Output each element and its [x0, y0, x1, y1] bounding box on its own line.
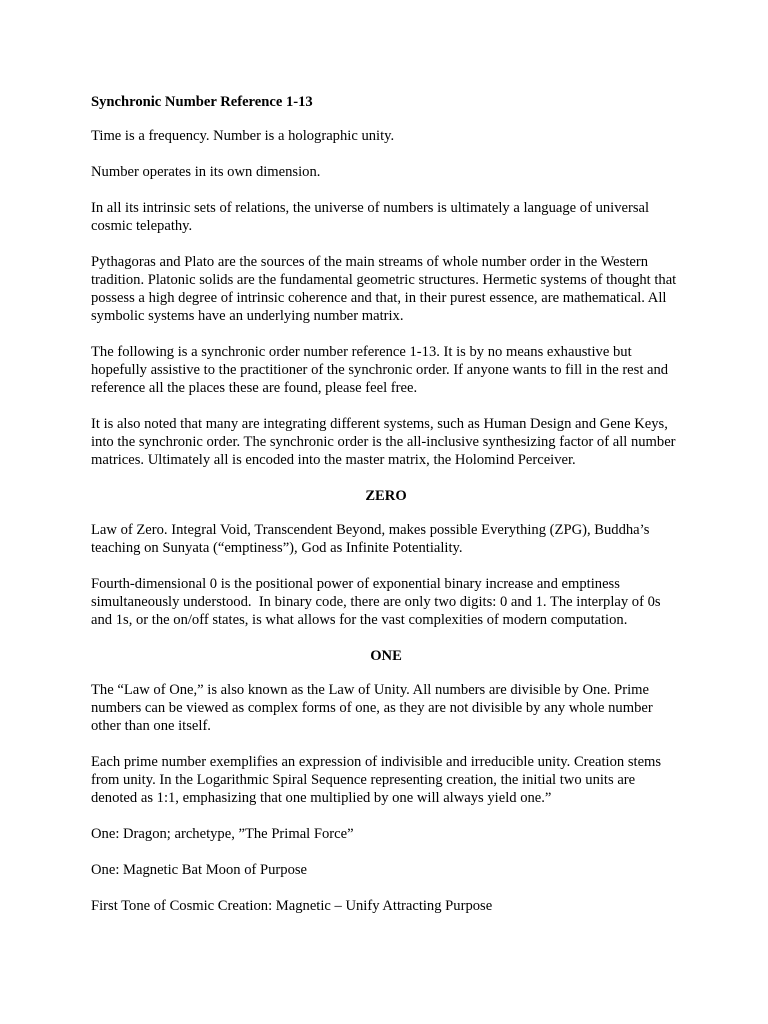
intro-paragraph-2: Number operates in its own dimension. [91, 164, 321, 180]
one-paragraph-4: One: Magnetic Bat Moon of Purpose [91, 862, 308, 878]
zero-paragraph-2: Fourth-dimensional 0 is the positional power of exponential binary increase and emptiness simultaneously understood. In binary code, there are only two digits: 0 and 1. The interplay of 0s and 1s, or the on/off states, is what allows for the vast complexities of modern computation. [91, 576, 665, 628]
section-heading-one: ONE [370, 648, 402, 664]
document-page [91, 93, 681, 933]
intro-paragraph-5: The following is a synchronic order number reference 1-13. It is by no means exhaustive but hopefully assistive to the practitioner of the synchronic order. If anyone wants to fill in the rest and reference all the places these are found, please feel free. [91, 344, 672, 396]
intro-paragraph-1: Time is a frequency. Number is a holographic unity. [91, 128, 395, 144]
one-paragraph-3: One: Dragon; archetype, ”The Primal Force” [91, 826, 354, 842]
one-paragraph-1: The “Law of One,” is also known as the Law of Unity. All numbers are divisible by One. Prime numbers can be viewed as complex forms of one, as they are not divisible by any whole number other than one itself. [91, 682, 657, 734]
intro-paragraph-3: In all its intrinsic sets of relations, the universe of numbers is ultimately a language of universal cosmic telepathy. [91, 200, 653, 234]
one-paragraph-2: Each prime number exemplifies an expression of indivisible and irreducible unity. Creation stems from unity. In the Logarithmic Spiral Sequence representing creation, the initial two units are denoted as 1:1, emphasizing that one multiplied by one will always yield one.” [91, 754, 665, 806]
section-heading-zero: ZERO [365, 488, 407, 504]
one-paragraph-5: First Tone of Cosmic Creation: Magnetic – Unify Attracting Purpose [91, 898, 493, 914]
intro-paragraph-6: It is also noted that many are integrating different systems, such as Human Design and Gene Keys, into the synchronic order. The synchronic order is the all-inclusive synthesizing factor of all number matrices. Ultimately all is encoded into the master matrix, the Holomind Perceiver. [91, 416, 680, 468]
intro-paragraph-4: Pythagoras and Plato are the sources of the main streams of whole number order in the Western tradition. Platonic solids are the fundamental geometric structures. Hermetic systems of thought that possess a high degree of intrinsic coherence and that, in their purest essence, are mathematical. All symbolic systems have an underlying number matrix. [91, 254, 680, 324]
zero-paragraph-1: Law of Zero. Integral Void, Transcendent Beyond, makes possible Everything (ZPG), Buddha’s teaching on Sunyata (“emptiness”), God as Infinite Potentiality. [91, 522, 654, 556]
document-title: Synchronic Number Reference 1-13 [91, 94, 313, 110]
